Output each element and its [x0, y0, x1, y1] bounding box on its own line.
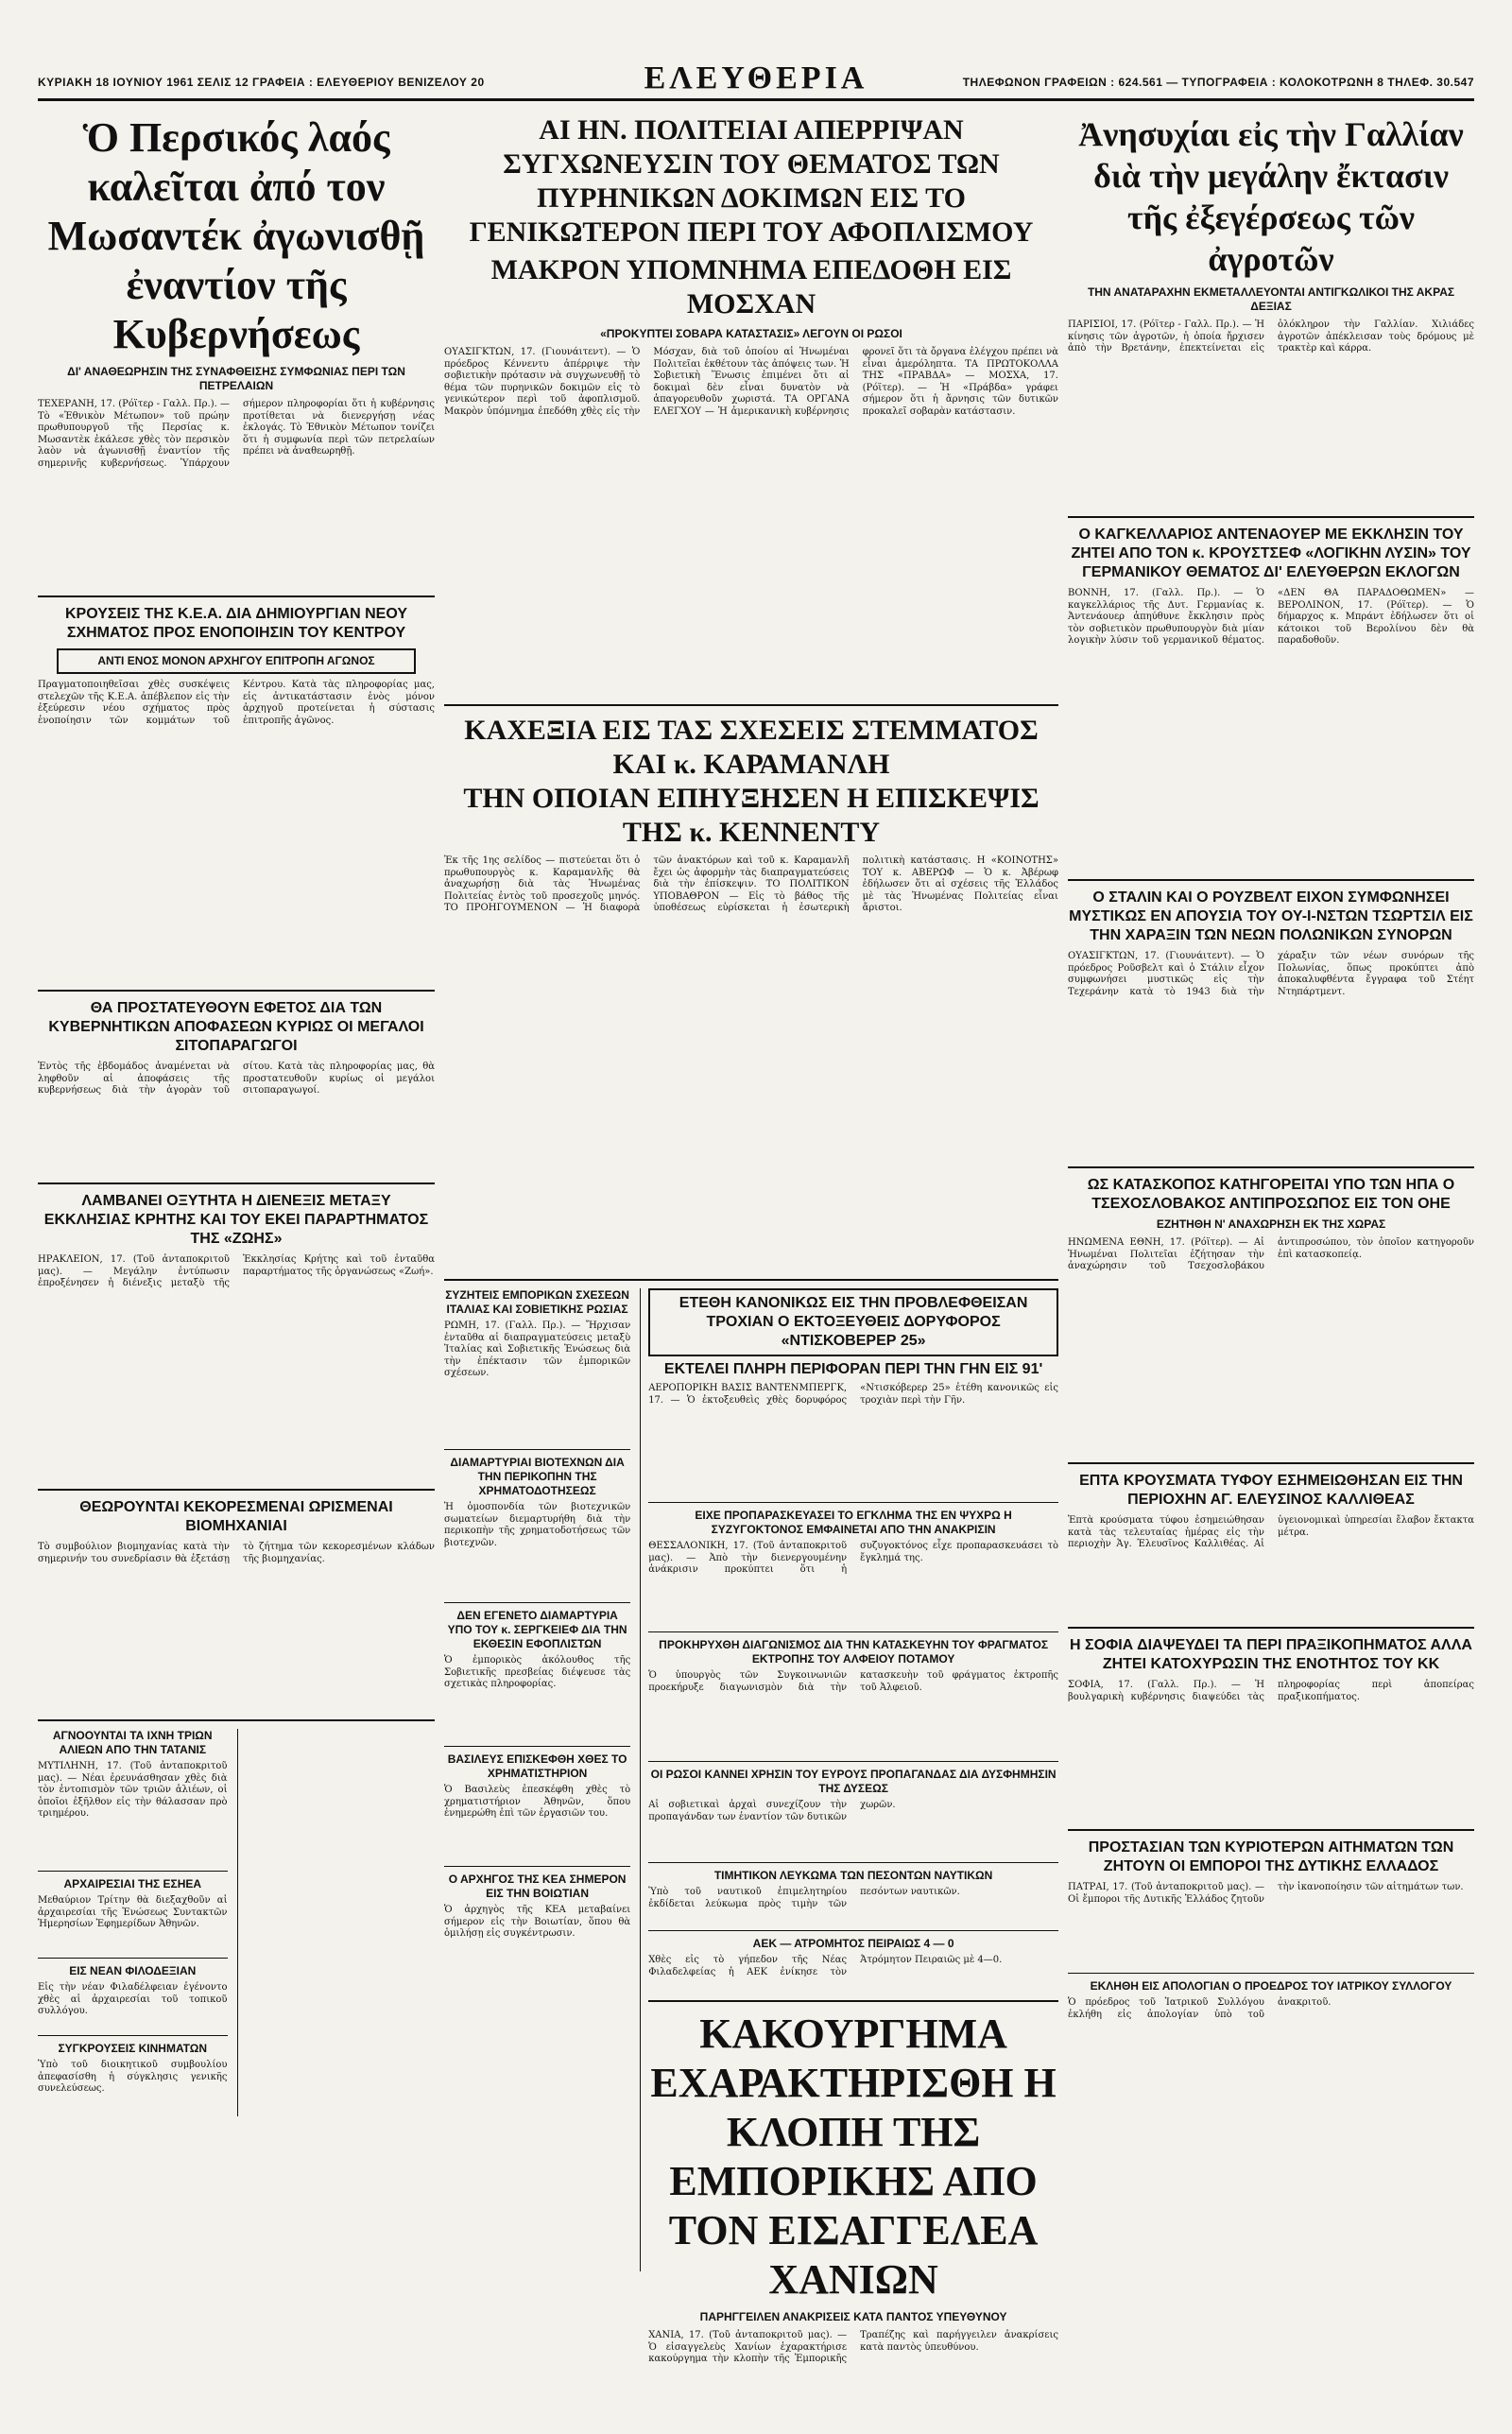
masthead — [38, 60, 1474, 101]
left-column — [38, 113, 435, 2212]
article-france — [1068, 113, 1474, 509]
subhead-persia: ΔΙ' ΑΝΑΘΕΩΡΗΣΙΝ ΤΗΣ ΣΥΝΑΦΘΕΙΣΗΣ ΣΥΜΦΩΝΙΑΣ ΠΕΡΙ ΤΩΝ ΠΕΤΡΕΛΑΙΩΝ — [67, 365, 405, 392]
headline-stalin: Ο ΣΤΑΛΙΝ ΚΑΙ Ο ΡΟΥΖΒΕΛΤ ΕΙΧΟΝ ΣΥΜΦΩΝΗΣΕΙ ΜΥΣΤΙΚΩΣ ΕΝ ΑΠΟΥΣΙΑ ΤΟΥ ΟΥ-Ι-ΝΣΤΩΝ ΤΣΩΡΤΣΙΛ ΕΙΣ ΤΗΝ ΧΑΡΑΞΙΝ ΤΩΝ ΝΕΩΝ ΠΟΛΩΝΙΚΩΝ ΣΥΝΟΡΩΝ — [1069, 889, 1473, 943]
article-karamanlis — [444, 714, 1058, 1271]
masthead-phone-line: ΤΗΛΕΦΩΝΟΝ ΓΡΑΦΕΙΩΝ : 624.561 — ΤΥΠΟΓΡΑΦΕΙΑ : ΚΟΛΟΚΟΤΡΩΝΗ 8 ΤΗΛΕΦ. 30.547 — [962, 76, 1474, 89]
body-craftsmen: Ἡ ὁμοσπονδία τῶν βιοτεχνικῶν σωματείων διεμαρτυρήθη διὰ τὴν περικοπὴν τῆς χρηματοδοτήσεως τῶν βιοτεχνῶν. — [444, 1502, 631, 1548]
newspaper-title: ΕΛΕΥΘΕΡΙΑ — [644, 60, 868, 95]
deck-satellite: ΕΚΤΕΛΕΙ ΠΛΗΡΗ ΠΕΡΙΦΟΡΑΝ ΠΕΡΙ ΤΗΝ ΓΗΝ ΕΙΣ 91' — [663, 1361, 1043, 1377]
headline-sailors: ΤΙΜΗΤΙΚΟΝ ΛΕΥΚΩΜΑ ΤΩΝ ΠΕΣΟΝΤΩΝ ΝΑΥΤΙΚΩΝ — [713, 1869, 993, 1882]
article-nuclear-tests — [444, 113, 1058, 697]
subhead-kea: ΑΝΤΙ ΕΝΟΣ ΜΟΝΟΝ ΑΡΧΗΓΟΥ ΕΠΙΤΡΟΠΗ ΑΓΩΝΟΣ — [57, 648, 416, 674]
body-propaganda: Αἱ σοβιετικαὶ ἀρχαὶ συνεχίζουν τὴν προπαγάνδαν των ἐναντίον τῶν δυτικῶν χωρῶν. — [648, 1800, 896, 1822]
body-stamps: Εἰς τὴν νέαν Φιλαδέλφειαν ἐγένοντο χθὲς αἱ ἀρχαιρεσίαι τοῦ τοπικοῦ συλλόγου. — [38, 1982, 228, 2016]
article-spy — [1068, 1176, 1474, 1455]
headline-govt: ΘΑ ΠΡΟΣΤΑΤΕΥΘΟΥΝ ΕΦΕΤΟΣ ΔΙΑ ΤΩΝ ΚΥΒΕΡΝΗΤΙΚΩΝ ΑΠΟΦΑΣΕΩΝ ΚΥΡΙΩΣ ΟΙ ΜΕΓΑΛΟΙ ΣΙΤΟΠΑΡΑΓΩΓΟΙ — [48, 1000, 424, 1054]
body-sergeyev: Ὁ ἐμπορικὸς ἀκόλουθος τῆς Σοβιετικῆς πρεσβείας διέψευσε τὰς σχετικὰς πληροφορίας. — [444, 1655, 631, 1689]
headline-kea: ΚΡΟΥΣΕΙΣ ΤΗΣ Κ.Ε.Α. ΔΙΑ ΔΗΜΙΟΥΡΓΙΑΝ ΝΕΟΥ ΣΧΗΜΑΤΟΣ ΠΡΟΣ ΕΝΟΠΟΙΗΣΙΝ ΤΟΥ ΚΕΝΤΡΟΥ — [64, 606, 408, 641]
article-govt — [38, 999, 435, 1175]
kicker-nuclear-tests: «ΠΡΟΚΥΠΤΕΙ ΣΟΒΑΡΑ ΚΑΤΑΣΤΑΣΙΣ» ΛΕΓΟΥΝ ΟΙ ΡΩΣΟΙ — [600, 327, 902, 340]
headline-medical: ΕΚΛΗΘΗ ΕΙΣ ΑΠΟΛΟΓΙΑΝ Ο ΠΡΟΕΔΡΟΣ ΤΟΥ ΙΑΤΡΙΚΟΥ ΣΥΛΛΟΓΟΥ — [1090, 1979, 1452, 1993]
body-king: Ὁ Βασιλεὺς ἐπεσκέφθη χθὲς τὸ χρηματιστήριον Ἀθηνῶν, ὅπου ἐνημερώθη ἐπὶ τῶν ἐργασιῶν του. — [444, 1785, 631, 1819]
article-industry — [38, 1498, 435, 1712]
headline-chania: ΚΑΚΟΥΡΓΗΜΑ ΕΧΑΡΑΚΤΗΡΙΣΘΗ Η ΚΛΟΠΗ ΤΗΣ ΕΜΠΟΡΙΚΗΣ ΑΠΟ ΤΟΝ ΕΙΣΑΓΓΕΛΕΑ ΧΑΝΙΩΝ — [650, 2011, 1057, 2303]
body-france: ΠΑΡΙΣΙΟΙ, 17. (Ρόϊτερ - Γαλλ. Πρ.). — Ἡ κίνησις τῶν ἀγροτῶν, ἡ ὁποία ἤρχισεν ἀπὸ τὴν Βρετάνην, ἐπεκτείνεται εἰς ὁλόκληρον τὴν Γαλλίαν. Χιλιάδες ἀγροτῶν ἀπέκλεισαν τοὺς δρόμους μὲ τρακτὲρ καὶ κάρρα. — [1068, 319, 1474, 354]
headline-spy: ΩΣ ΚΑΤΑΣΚΟΠΟΣ ΚΑΤΗΓΟΡΕΙΤΑΙ ΥΠΟ ΤΩΝ ΗΠΑ Ο ΤΣΕΧΟΣΛΟΒΑΚΟΣ ΑΝΤΙΠΡΟΣΩΠΟΣ ΕΙΣ ΤΟΝ ΟΗΕ — [1087, 1177, 1455, 1212]
body-stalin: ΟΥΑΣΙΓΚΤΩΝ, 17. (Γιουνάιτεντ). — Ὁ πρόεδρος Ροῦσβελτ καὶ ὁ Στάλιν εἶχον συμφωνήσει μυστικῶς εἰς τὴν Τεχεράνην κατὰ τὸ 1943 διὰ τὴν χάραξιν τῶν νέων συνόρων τῆς Πολωνίας, ὅπως προκύπτει ἀπὸ ἀποκαλυφθέντα ἔγγραφα τοῦ Στέητ Ντηπάρτμεντ. — [1068, 951, 1474, 997]
headline-fishing: ΑΓΝΟΟΥΝΤΑΙ ΤΑ ΙΧΝΗ ΤΡΙΩΝ ΑΛΙΕΩΝ ΑΠΟ ΤΗΝ ΤΑΤΑΝΙΣ — [52, 1729, 213, 1756]
body-kea: Πραγματοποιηθεῖσαι χθὲς συσκέψεις στελεχῶν τῆς Κ.Ε.Α. ἀπέβλεπον εἰς τὴν ἐξεύρεσιν νέου σχήματος πρὸς ἐνοποίησιν τῶν κομμάτων τοῦ Κέντρου. Κατὰ τὰς πληροφορίας μας, εἰς ἀντικατάστασιν ἑνὸς μόνον ἀρχηγοῦ προτείνεται ἡ σύστασις ἐπιτροπῆς ἀγῶνος. — [38, 680, 435, 726]
body-italy: ΡΩΜΗ, 17. (Γαλλ. Πρ.). — Ἤρχισαν ἐνταῦθα αἱ διαπραγματεύσεις μεταξὺ Ἰταλίας καὶ Σοβιετικῆς Ἑνώσεως διὰ τὴν ἐπέκτασιν τῶν ἐμπορικῶν σχέσεων. — [444, 1321, 631, 1378]
body-nuclear-tests: ΟΥΑΣΙΓΚΤΩΝ, 17. (Γιουνάιτεντ). — Ὁ πρόεδρος Κέννεντυ ἀπέρριψε τὴν σοβιετικὴν πρότασιν νὰ συγχωνευθῇ τὸ θέμα τῶν πυρηνικῶν δοκιμῶν εἰς τὸ γενικώτερον περὶ τοῦ ἀφοπλισμοῦ. Μακρὸν ὑπόμνημα ἐπεδόθη χθὲς εἰς τὴν Μόσχαν, διὰ τοῦ ὁποίου αἱ Ἡνωμέναι Πολιτεῖαι ἐκθέτουν τὰς ἀπόψεις των. Ἡ Σοβιετικὴ Ἕνωσις ἐπιμένει ὅτι αἱ δοκιμαὶ δὲν εἶναι δυνατὸν νὰ ἀπαγορευθοῦν χωριστά. ΤΑ ΟΡΓΑΝΑ ΕΛΕΓΧΟΥ — Ἡ ἀμερικανικὴ κυβέρνησις φρονεῖ ὅτι τὰ ὄργανα ἐλέγχου πρέπει νὰ εἶναι ἀμερόληπτα. ΤΑ ΠΡΩΤΟΚΟΛΛΑ ΤΗΣ «ΠΡΑΒΔΑ» — ΜΟΣΧΑ, 17. (Ρόϊτερ). — Ἡ «Πράβδα» γράφει σήμερον ὅτι ἡ ἄρνησις τῶν δυτικῶν προκαλεῖ σοβαρὰν κατάστασιν. — [444, 347, 1058, 417]
headline-italy: ΣΥΖΗΤΕΙΣ ΕΜΠΟΡΙΚΩΝ ΣΧΕΣΕΩΝ ΙΤΑΛΙΑΣ ΚΑΙ ΣΟΒΙΕΤΙΚΗΣ ΡΩΣΙΑΣ — [445, 1288, 629, 1316]
article-persia — [38, 113, 435, 588]
body-fishing: ΜΥΤΙΛΗΝΗ, 17. (Τοῦ ἀνταποκριτοῦ μας). — Νέαι ἐρευνάσθησαν χθὲς διὰ τὸν ἐντοπισμὸν τῶν τριῶν ἁλιέων, οἱ ὁποῖοι ἐξῆλθον εἰς τὴν θάλασσαν πρὸ τριημέρου. — [38, 1761, 228, 1819]
body-typhus: Ἑπτὰ κρούσματα τύφου ἐσημειώθησαν κατὰ τὰς τελευταίας ἡμέρας εἰς τὴν περιοχὴν Ἁγ. Ἐλευσῖνος Καλλιθέας. Αἱ ὑγειονομικαὶ ὑπηρεσίαι ἔλαβον ἔκτακτα μέτρα. — [1068, 1515, 1474, 1549]
body-medical: Ὁ πρόεδρος τοῦ Ἰατρικοῦ Συλλόγου ἐκλήθη εἰς ἀπολογίαν ὑπὸ τοῦ ἀνακριτοῦ. — [1068, 1997, 1332, 2020]
article-kea — [38, 605, 435, 982]
body-spy: ΗΝΩΜΕΝΑ ΕΘΝΗ, 17. (Ρόϊτερ). — Αἱ Ἡνωμέναι Πολιτεῖαι ἐζήτησαν τὴν ἀναχώρησιν τοῦ Τσεχοσλοβάκου ἀντιπροσώπου, τὸν ὁποῖον κατηγοροῦν ἐπὶ κατασκοπείᾳ. — [1068, 1237, 1474, 1271]
masthead-date-line: ΚΥΡΙΑΚΗ 18 ΙΟΥΝΙΟΥ 1961 ΣΕΛΙΣ 12 ΓΡΑΦΕΙΑ : ΕΛΕΥΘΕΡΙΟΥ ΒΕΝΙΖΕΛΟΥ 20 — [38, 76, 485, 89]
headline-propaganda: ΟΙ ΡΩΣΟΙ ΚΑΝΝΕΙ ΧΡΗΣΙΝ ΤΟΥ ΕΥΡΟΥΣ ΠΡΟΠΑΓΑΝΔΑΣ ΔΙΑ ΔΥΣΦΗΜΗΣΙΝ ΤΗΣ ΔΥΣΕΩΣ — [650, 1768, 1057, 1795]
article-typhus — [1068, 1472, 1474, 1619]
headline-cinema: ΣΥΓΚΡΟΥΣΕΙΣ ΚΙΝΗΜΑΤΩΝ — [58, 2042, 208, 2055]
article-medical — [1068, 1979, 1474, 2073]
body-football: Χθὲς εἰς τὸ γήπεδον τῆς Νέας Φιλαδελφείας ἡ ΑΕΚ ἐνίκησε τὸν Ἀτρόμητον Πειραιῶς μὲ 4—0. — [648, 1955, 1003, 1977]
article-traders — [1068, 1838, 1474, 1967]
headline-france: Ἀνησυχίαι εἰς τὴν Γαλλίαν διὰ τὴν μεγάλην ἔκτασιν τῆς ἐξεγέρσεως τῶν ἀγροτῶν — [1078, 115, 1464, 278]
body-alfeios: Ὁ ὑπουργὸς τῶν Συγκοινωνιῶν προεκήρυξε διαγωνισμὸν διὰ τὴν κατασκευὴν τοῦ φράγματος ἐκτροπῆς τοῦ Ἀλφειοῦ. — [648, 1670, 1058, 1693]
center-section — [444, 113, 1058, 2364]
headline-typhus: ΕΠΤΑ ΚΡΟΥΣΜΑΤΑ ΤΥΦΟΥ ΕΣΗΜΕΙΩΘΗΣΑΝ ΕΙΣ ΤΗΝ ΠΕΡΙΟΧΗΝ ΑΓ. ΕΛΕΥΣΙΝΟΣ ΚΑΛΛΙΘΕΑΣ — [1079, 1473, 1463, 1508]
headline-sofia: Η ΣΟΦΙΑ ΔΙΑΨΕΥΔΕΙ ΤΑ ΠΕΡΙ ΠΡΑΞΙΚΟΠΗΜΑΤΟΣ ΑΛΛΑ ΖΗΤΕΙ ΚΑΤΟΧΥΡΩΣΙΝ ΤΗΣ ΕΝΟΤΗΤΟΣ ΤΟΥ ΚΚ — [1070, 1637, 1472, 1672]
headline-satellite: ΕΤΕΘΗ ΚΑΝΟΝΙΚΩΣ ΕΙΣ ΤΗΝ ΠΡΟΒΛΕΦΘΕΙΣΑΝ ΤΡΟΧΙΑΝ Ο ΕΚΤΟΞΕΥΘΕΙΣ ΔΟΡΥΦΟΡΟΣ «ΝΤΙΣΚΟΒΕΡΕΡ 25» — [648, 1288, 1058, 1356]
body-satellite: ΑΕΡΟΠΟΡΙΚΗ ΒΑΣΙΣ ΒΑΝΤΕΝΜΠΕΡΓΚ, 17. — Ὁ ἐκτοξευθεὶς χθὲς δορυφόρος «Ντισκόβερερ 25» ἐτέθη κανονικῶς εἰς τροχιὰν περὶ τὴν Γῆν. — [648, 1383, 1058, 1406]
headline-archaeology: ΑΡΧΑΙΡΕΣΙΑΙ ΤΗΣ ΕΣΗΕΑ — [63, 1877, 202, 1890]
headline-persia: Ὁ Περσικός λαός καλεῖται ἀπό τον Μωσαντέκ ἀγωνισθῇ ἐναντίον τῆς Κυβερνήσεως — [47, 114, 425, 357]
body-archaeology: Μεθαύριον Τρίτην θὰ διεξαχθοῦν αἱ ἀρχαιρεσίαι τῆς Ἑνώσεως Συντακτῶν Ἡμερησίων Ἐφημερίδων Ἀθηνῶν. — [38, 1895, 228, 1929]
body-crime: ΘΕΣΣΑΛΟΝΙΚΗ, 17. (Τοῦ ἀνταποκριτοῦ μας). — Ἀπὸ τὴν διενεργουμένην ἀνάκρισιν προκύπτει ὅτι ἡ συζυγοκτόνος εἶχε προπαρασκευάσει τὸ ἔγκλημά της. — [648, 1541, 1058, 1575]
headline-adenauer: Ο ΚΑΓΚΕΛΛΑΡΙΟΣ ΑΝΤΕΝΑΟΥΕΡ ΜΕ ΕΚΚΛΗΣΙΝ ΤΟΥ ΖΗΤΕΙ ΑΠΟ ΤΟΝ κ. ΚΡΟΥΣΤΣΕΦ «ΛΟΓΙΚΗΝ ΛΥΣΙΝ» ΤΟΥ ΓΕΡΜΑΝΙΚΟΥ ΘΕΜΑΤΟΣ ΔΙ' ΕΛΕΥΘΕΡΩΝ ΕΚΛΟΓΩΝ — [1071, 527, 1471, 580]
deck-spy: ΕΖΗΤΗΘΗ Ν' ΑΝΑΧΩΡΗΣΗ ΕΚ ΤΗΣ ΧΩΡΑΣ — [1156, 1217, 1386, 1231]
headline-craftsmen: ΔΙΑΜΑΡΤΥΡΙΑΙ ΒΙΟΤΕΧΝΩΝ ΔΙΑ ΤΗΝ ΠΕΡΙΚΟΠΗΝ ΤΗΣ ΧΡΗΜΑΤΟΔΟΤΗΣΕΩΣ — [450, 1456, 625, 1497]
article-chania — [648, 2010, 1058, 2434]
body-persia: ΤΕΧΕΡΑΝΗ, 17. (Ρόϊτερ - Γαλλ. Πρ.). — Τὸ «Ἐθνικὸν Μέτωπον» τοῦ πρώην πρωθυπουργοῦ τῆς Περσίας κ. Μωσαντὲκ ἐκάλεσε χθὲς τὸν περσικὸν λαὸν νὰ ἀγωνισθῇ ἐναντίον τῆς σημερινῆς κυβερνήσεως. Ὑπάρχουν σήμερον πληροφορίαι ὅτι ἡ κυβέρνησις προτίθεται νὰ διενεργήσῃ νέας ἐκλογάς. Τὸ Ἐθνικὸν Μέτωπον τονίζει ὅτι ἡ συμφωνία περὶ τῶν πετρελαίων πρέπει νὰ ἀναθεωρηθῇ. — [38, 399, 435, 469]
headline-alfeios: ΠΡΟΚΗΡΥΧΘΗ ΔΙΑΓΩΝΙΣΜΟΣ ΔΙΑ ΤΗΝ ΚΑΤΑΣΚΕΥΗΝ ΤΟΥ ΦΡΑΓΜΑΤΟΣ ΕΚΤΡΟΠΗΣ ΤΟΥ ΑΛΦΕΙΟΥ ΠΟΤΑΜΟΥ — [659, 1638, 1049, 1666]
body-sailors: Ὑπὸ τοῦ ναυτικοῦ ἐπιμελητηρίου ἐκδίδεται λεύκωμα πρὸς τιμὴν τῶν πεσόντων ναυτικῶν. — [648, 1887, 960, 1909]
deck-chania: ΠΑΡΗΓΓΕΙΛΕΝ ΑΝΑΚΡΙΣΕΙΣ ΚΑΤΑ ΠΑΝΤΟΣ ΥΠΕΥΘΥΝΟΥ — [699, 2310, 1007, 2323]
article-church — [38, 1192, 435, 1481]
subhead-france: ΤΗΝ ΑΝΑΤΑΡΑΧΗΝ ΕΚΜΕΤΑΛΛΕΥΟΝΤΑΙ ΑΝΤΙΓΚΩΛΙΚΟΙ ΤΗΣ ΑΚΡΑΣ ΔΕΞΙΑΣ — [1087, 285, 1455, 313]
article-adenauer — [1068, 526, 1474, 872]
headline-karamanlis: ΚΑΧΕΞΙΑ ΕΙΣ ΤΑΣ ΣΧΕΣΕΙΣ ΣΤΕΜΜΑΤΟΣ ΚΑΙ κ. ΚΑΡΑΜΑΝΛΗ — [464, 715, 1039, 780]
headline-industry: ΘΕΩΡΟΥΝΤΑΙ ΚΕΚΟΡΕΣΜΕΝΑΙ ΩΡΙΣΜΕΝΑΙ ΒΙΟΜΗΧΑΝΙΑΙ — [79, 1499, 393, 1534]
body-cinema: Ὑπὸ τοῦ διοικητικοῦ συμβουλίου ἀπεφασίσθη ἡ σύγκλησις γενικῆς συνελεύσεως. — [38, 2060, 228, 2094]
headline-sergeyev: ΔΕΝ ΕΓΕΝΕΤΟ ΔΙΑΜΑΡΤΥΡΙΑ ΥΠΟ ΤΟΥ κ. ΣΕΡΓΚΕΙΕΦ ΔΙΑ ΤΗΝ ΕΚΘΕΣΙΝ ΕΦΟΠΛΙΣΤΩΝ — [447, 1609, 627, 1650]
article-sofia — [1068, 1636, 1474, 1821]
body-chania: ΧΑΝΙΑ, 17. (Τοῦ ἀνταποκριτοῦ μας). — Ὁ εἰσαγγελεὺς Χανίων ἐχαρακτήρισε κακούργημα τὴν κλοπὴν τῆς Ἐμπορικῆς Τραπέζης καὶ παρήγγειλεν ἀνακρίσεις κατὰ παντὸς ὑπευθύνου. — [648, 2330, 1058, 2364]
body-sofia: ΣΟΦΙΑ, 17. (Γαλλ. Πρ.). — Ἡ βουλγαρικὴ κυβέρνησις διαψεύδει τὰς πληροφορίας περὶ ἀποπείρας πραξικοπήματος. — [1068, 1680, 1474, 1702]
headline-crime: ΕΙΧΕ ΠΡΟΠΑΡΑΣΚΕΥΑΣΕΙ ΤΟ ΕΓΚΛΗΜΑ ΤΗΣ ΕΝ ΨΥΧΡΩ Η ΣΥΖΥΓΟΚΤΟΝΟΣ ΕΜΦΑΙΝΕΤΑΙ ΑΠΟ ΤΗΝ ΑΝΑΚΡΙΣΙΝ — [695, 1509, 1012, 1536]
body-industry: Τὸ συμβούλιον βιομηχανίας κατὰ τὴν σημερινήν του συνεδρίασιν θὰ ἐξετάσῃ τὸ ζήτημα τῶν κεκορεσμένων κλάδων τῆς βιομηχανίας. — [38, 1542, 435, 1564]
headline-stamps: ΕΙΣ ΝΕΑΝ ΦΙΛΟΔΕΞΙΑΝ — [69, 1964, 197, 1977]
body-adenauer: ΒΟΝΝΗ, 17. (Γαλλ. Πρ.). — Ὁ καγκελλάριος τῆς Δυτ. Γερμανίας κ. Ἀντενάουερ ἀπηύθυνε ἔκκλησιν πρὸς τὸν σοβιετικὸν πρωθυπουργὸν διὰ μίαν λογικὴν λύσιν τοῦ γερμανικοῦ θέματος. «ΔΕΝ ΘΑ ΠΑΡΑΔΟΘΩΜΕΝ» — ΒΕΡΟΛΙΝΟΝ, 17. (Ρόϊτερ). — Ὁ δήμαρχος κ. Μπράντ ἐδήλωσεν ὅτι οἱ κάτοικοι τοῦ Βερολίνου δὲν θὰ παραδοθοῦν. — [1068, 588, 1474, 646]
deck-nuclear-tests: ΜΑΚΡΟΝ ΥΠΟΜΝΗΜΑ ΕΠΕΔΟΘΗ ΕΙΣ ΜΟΣΧΑΝ — [490, 254, 1012, 319]
headline-nuclear-tests: ΑΙ ΗΝ. ΠΟΛΙΤΕΙΑΙ ΑΠΕΡΡΙΨΑΝ ΣΥΓΧΩΝΕΥΣΙΝ ΤΟΥ ΘΕΜΑΤΟΣ ΤΩΝ ΠΥΡΗΝΙΚΩΝ ΔΟΚΙΜΩΝ ΕΙΣ ΤΟ ΓΕΝΙΚΩΤΕΡΟΝ ΠΕΡΙ ΤΟΥ ΑΦΟΠΛΙΣΜΟΥ — [469, 114, 1034, 248]
body-church: ΗΡΑΚΛΕΙΟΝ, 17. (Τοῦ ἀνταποκριτοῦ μας). — Μεγάλην ἐντύπωσιν ἐπροξένησεν ἡ διένεξις μεταξὺ τῆς Ἐκκλησίας Κρήτης καὶ τοῦ ἐνταῦθα παραρτήματος τῆς ὀργανώσεως «Ζωή». — [38, 1254, 435, 1288]
headline-karamanlis-2: ΤΗΝ ΟΠΟΙΑΝ ΕΠΗΥΞΗΣΕΝ Η ΕΠΙΣΚΕΨΙΣ ΤΗΣ κ. ΚΕΝΝΕΝΤΥ — [463, 783, 1040, 848]
headline-football: ΑΕΚ — ΑΤΡΟΜΗΤΟΣ ΠΕΙΡΑΙΩΣ 4 — 0 — [752, 1937, 954, 1950]
body-traders: ΠΑΤΡΑΙ, 17. (Τοῦ ἀνταποκριτοῦ μας). — Οἱ ἔμποροι τῆς Δυτικῆς Ἑλλάδος ζητοῦν τὴν ἱκανοποίησιν τῶν αἰτημάτων των. — [1068, 1882, 1464, 1905]
right-column — [1068, 113, 1474, 2212]
article-stalin — [1068, 889, 1474, 1159]
headline-traders: ΠΡΟΣΤΑΣΙΑΝ ΤΩΝ ΚΥΡΙΟΤΕΡΩΝ ΑΙΤΗΜΑΤΩΝ ΤΩΝ ΖΗΤΟΥΝ ΟΙ ΕΜΠΟΡΟΙ ΤΗΣ ΔΥΤΙΚΗΣ ΕΛΛΑΔΟΣ — [1088, 1839, 1454, 1874]
headline-king: ΒΑΣΙΛΕΥΣ ΕΠΙΣΚΕΦΘΗ ΧΘΕΣ ΤΟ ΧΡΗΜΑΤΙΣΤΗΡΙΟΝ — [447, 1752, 627, 1780]
body-kea-leader: Ὁ ἀρχηγὸς τῆς ΚΕΑ μεταβαίνει σήμερον εἰς τὴν Βοιωτίαν, ὅπου θὰ ὁμιλήσῃ εἰς συγκέντρωσιν. — [444, 1905, 631, 1939]
headline-kea-leader: Ο ΑΡΧΗΓΟΣ ΤΗΣ ΚΕΑ ΣΗΜΕΡΟΝ ΕΙΣ ΤΗΝ ΒΟΙΩΤΙΑΝ — [448, 1873, 627, 1900]
body-karamanlis: Ἐκ τῆς 1ης σελίδος — πιστεύεται ὅτι ὁ πρωθυπουργὸς κ. Καραμανλῆς θὰ ἀναχωρήσῃ διὰ τὰς Ἡνωμένας Πολιτείας ἐντὸς τοῦ προσεχοῦς μηνός. ΤΟ ΠΡΟΗΓΟΥΜΕΝΟΝ — Ἡ διαφορὰ τῶν ἀνακτόρων καὶ τοῦ κ. Καραμανλῆ ἔχει ὡς ἀφορμὴν τὰς διαπραγματεύσεις διὰ τὴν ἐπίσκεψιν. ΤΟ ΠΟΛΙΤΙΚΟΝ ΥΠΟΒΑΘΡΟΝ — Εἰς τὸ βάθος τῆς ὑποθέσεως εὑρίσκεται ἡ ἐσωτερικὴ πολιτικὴ κατάστασις. Η «ΚΟΙΝΟΤΗΣ» ΤΟΥ κ. ΑΒΕΡΩΦ — Ὁ κ. Ἀβέρωφ ἐδήλωσεν ὅτι αἱ σχέσεις τῆς Ἑλλάδος μὲ τὰς Ἡνωμένας Πολιτείας εἶναι ἄριστοι. — [444, 855, 1058, 913]
headline-church: ΛΑΜΒΑΝΕΙ ΟΞΥΤΗΤΑ Η ΔΙΕΝΕΞΙΣ ΜΕΤΑΞΥ ΕΚΚΛΗΣΙΑΣ ΚΡΗΤΗΣ ΚΑΙ ΤΟΥ ΕΚΕΙ ΠΑΡΑΡΤΗΜΑΤΟΣ ΤΗΣ «ΖΩΗΣ» — [43, 1193, 429, 1247]
body-govt: Ἐντὸς τῆς ἑβδομάδος ἀναμένεται νὰ ληφθοῦν αἱ ἀποφάσεις τῆς κυβερνήσεως διὰ τὴν ἀγορὰν τοῦ σίτου. Κατὰ τὰς πληροφορίας μας, θὰ προστατευθοῦν κυρίως οἱ μεγάλοι σιτοπαραγωγοί. — [38, 1062, 435, 1096]
